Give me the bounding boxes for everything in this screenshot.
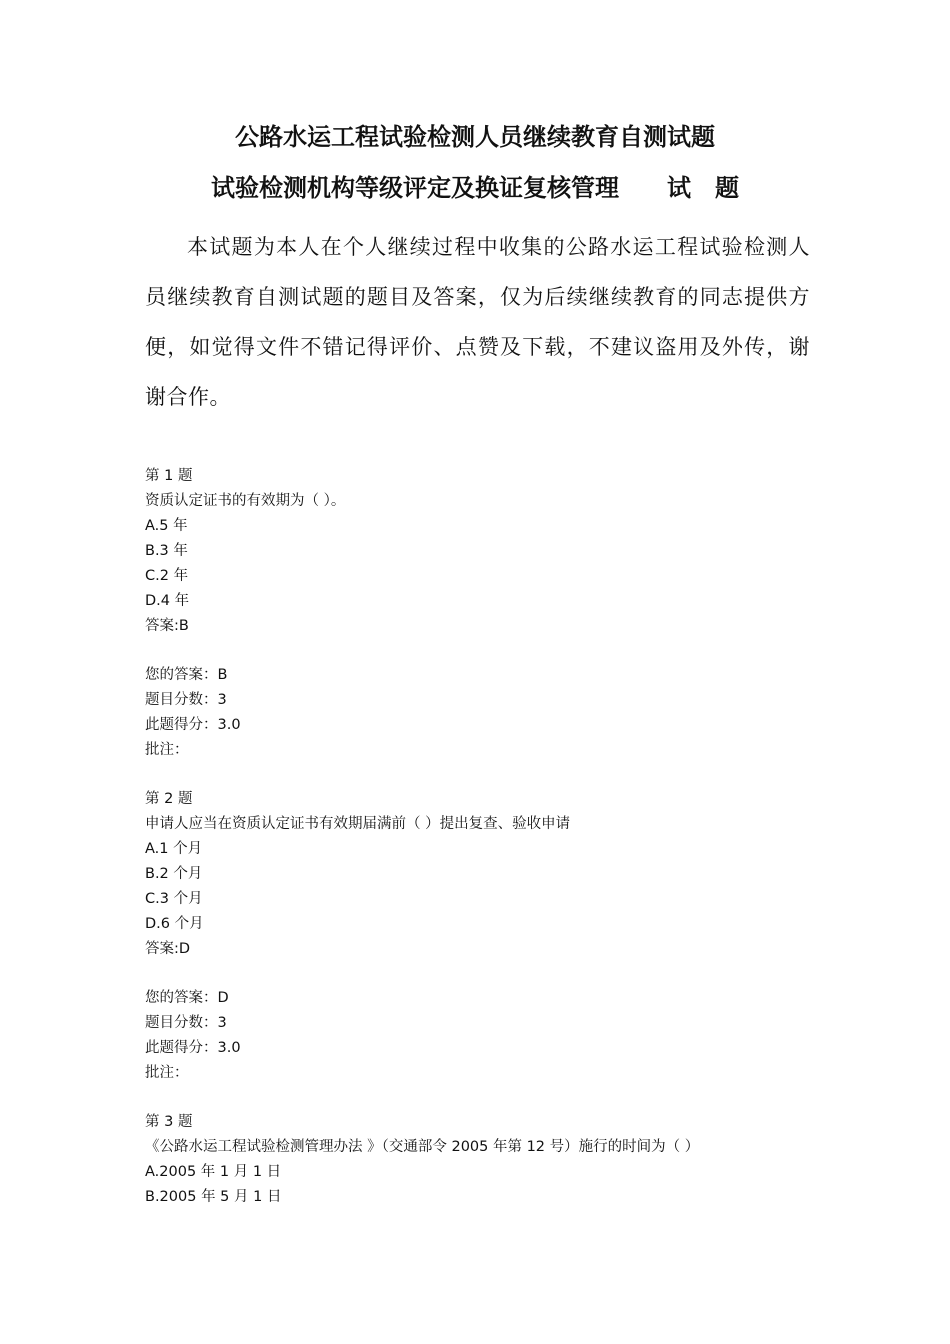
spacer	[145, 962, 845, 986]
option-b: B.3 年	[145, 543, 188, 559]
question-number: 第 2 题	[145, 791, 193, 807]
correct-answer: 答案:B	[145, 618, 189, 634]
question-text: 《公路水运工程试验检测管理办法 》（交通部令 2005 年第 12 号）施行的时间为（ ）	[145, 1139, 700, 1155]
question-score: 题目分数：3	[145, 1015, 227, 1031]
question-text: 资质认定证书的有效期为（ ）。	[145, 493, 346, 509]
document-subtitle: 试验检测机构等级评定及换证复核管理 试 题	[211, 174, 739, 202]
document-title: 公路水运工程试验检测人员继续教育自测试题	[235, 123, 715, 151]
option-c: C.2 年	[145, 568, 189, 584]
earned-score: 此题得分：3.0	[145, 717, 241, 733]
option-a: A.2005 年 1 月 1 日	[145, 1164, 282, 1180]
option-a: A.5 年	[145, 518, 188, 534]
your-answer: 您的答案：D	[145, 990, 229, 1006]
option-d: D.6 个月	[145, 916, 204, 932]
spacer	[145, 763, 845, 787]
option-c: C.3 个月	[145, 891, 203, 907]
option-b: B.2 个月	[145, 866, 203, 882]
intro-paragraph: 本试题为本人在个人继续过程中收集的公路水运工程试验检测人员继续教育自测试题的题目及答案，仅为后续继续教育的同志提供方便，如觉得文件不错记得评价、点赞及下载，不建议盗用及外传，谢谢合作。	[145, 235, 810, 409]
your-answer: 您的答案：B	[145, 667, 228, 683]
spacer	[145, 1086, 845, 1110]
question-list	[145, 464, 845, 1210]
question-note: 批注：	[145, 1065, 189, 1081]
spacer	[145, 639, 845, 663]
correct-answer: 答案:D	[145, 941, 191, 957]
question-text: 申请人应当在资质认定证书有效期届满前（ ）提出复查、验收申请	[145, 816, 571, 832]
option-a: A.1 个月	[145, 841, 203, 857]
question-number: 第 3 题	[145, 1114, 193, 1130]
option-d: D.4 年	[145, 593, 190, 609]
question-number: 第 1 题	[145, 468, 193, 484]
option-b: B.2005 年 5 月 1 日	[145, 1189, 282, 1205]
question-note: 批注：	[145, 742, 189, 758]
earned-score: 此题得分：3.0	[145, 1040, 241, 1056]
question-score: 题目分数：3	[145, 692, 227, 708]
